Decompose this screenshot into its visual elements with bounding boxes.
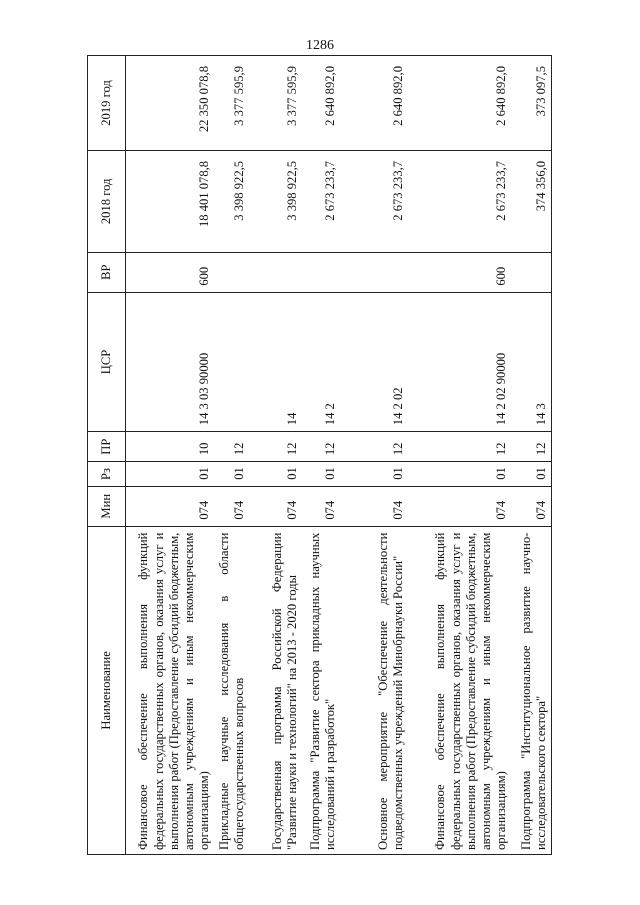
row-name: Государственная программа Российской Федерации "Развитие науки и технологий" на 2013 - 2020 годы xyxy=(247,526,300,854)
row-vr xyxy=(247,252,300,292)
header-2018: 2018 год xyxy=(88,150,126,252)
row-rz: 01 xyxy=(247,462,300,487)
header-csr: ЦСР xyxy=(88,292,126,432)
row-csr: 14 3 03 90000 xyxy=(126,292,213,432)
row-vr: 600 xyxy=(126,252,213,292)
header-pr: ПР xyxy=(88,432,126,462)
row-csr: 14 2 xyxy=(300,292,338,432)
row-vr xyxy=(212,252,247,292)
table-body xyxy=(126,56,552,855)
row-2019: 373 097,5 xyxy=(509,56,552,151)
table-row xyxy=(509,56,552,855)
row-min: 074 xyxy=(509,486,552,526)
table-row xyxy=(126,56,213,855)
row-name: Финансовое обеспечение выполнения функций федеральных государственных органов, оказания услуг и выполнения работ (Предоставление субсидий бюджетным, автономным учреждениям и иным некоммерческим организациям) xyxy=(406,526,509,854)
row-min: 074 xyxy=(338,486,406,526)
rotated-table-frame xyxy=(87,55,602,855)
header-rz: Рз xyxy=(88,462,126,487)
table-row xyxy=(406,56,509,855)
row-vr xyxy=(300,252,338,292)
row-csr: 14 xyxy=(247,292,300,432)
header-vr: ВР xyxy=(88,252,126,292)
row-name: Основное мероприятие "Обеспечение деятельности подведомственных учреждений Минобрнауки России" xyxy=(338,526,406,854)
row-min: 074 xyxy=(247,486,300,526)
header-name: Наименование xyxy=(88,526,126,854)
row-csr: 14 2 02 90000 xyxy=(406,292,509,432)
row-rz: 01 xyxy=(126,462,213,487)
row-min: 074 xyxy=(212,486,247,526)
row-name: Подпрограмма "Институциональное развитие научно-исследовательского сектора" xyxy=(509,526,552,854)
row-pr: 12 xyxy=(212,432,247,462)
row-min: 074 xyxy=(126,486,213,526)
row-pr: 10 xyxy=(126,432,213,462)
row-pr: 12 xyxy=(509,432,552,462)
row-2019: 3 377 595,9 xyxy=(247,56,300,151)
row-2019: 2 640 892,0 xyxy=(338,56,406,151)
row-name: Финансовое обеспечение выполнения функций федеральных государственных органов, оказания услуг и выполнения работ (Предоставление субсидий бюджетным, автономным учреждениям и иным некоммерческим организациям) xyxy=(126,526,213,854)
budget-table xyxy=(87,55,552,855)
row-rz: 01 xyxy=(509,462,552,487)
row-2019: 2 640 892,0 xyxy=(406,56,509,151)
row-2019: 22 350 078,8 xyxy=(126,56,213,151)
row-name: Прикладные научные исследования в области общегосударственных вопросов xyxy=(212,526,247,854)
row-pr: 12 xyxy=(338,432,406,462)
row-csr xyxy=(212,292,247,432)
row-rz: 01 xyxy=(212,462,247,487)
table-header xyxy=(88,56,126,855)
row-rz: 01 xyxy=(300,462,338,487)
row-pr: 12 xyxy=(406,432,509,462)
row-rz: 01 xyxy=(338,462,406,487)
header-min: Мин xyxy=(88,486,126,526)
row-2018: 18 401 078,8 xyxy=(126,150,213,252)
row-2019: 3 377 595,9 xyxy=(212,56,247,151)
row-2018: 3 398 922,5 xyxy=(212,150,247,252)
row-vr: 600 xyxy=(406,252,509,292)
table-row xyxy=(338,56,406,855)
header-2019: 2019 год xyxy=(88,56,126,151)
row-2018: 3 398 922,5 xyxy=(247,150,300,252)
row-pr: 12 xyxy=(247,432,300,462)
row-name: Подпрограмма "Развитие сектора прикладных научных исследований и разработок" xyxy=(300,526,338,854)
row-2019: 2 640 892,0 xyxy=(300,56,338,151)
row-pr: 12 xyxy=(300,432,338,462)
table-row xyxy=(300,56,338,855)
row-rz: 01 xyxy=(406,462,509,487)
table-row xyxy=(212,56,247,855)
row-min: 074 xyxy=(406,486,509,526)
row-2018: 2 673 233,7 xyxy=(406,150,509,252)
page-number: 1286 xyxy=(306,38,334,53)
table-row xyxy=(247,56,300,855)
row-csr: 14 3 xyxy=(509,292,552,432)
row-vr xyxy=(509,252,552,292)
row-vr xyxy=(338,252,406,292)
row-2018: 374 356,0 xyxy=(509,150,552,252)
row-min: 074 xyxy=(300,486,338,526)
row-2018: 2 673 233,7 xyxy=(338,150,406,252)
row-csr: 14 2 02 xyxy=(338,292,406,432)
row-2018: 2 673 233,7 xyxy=(300,150,338,252)
